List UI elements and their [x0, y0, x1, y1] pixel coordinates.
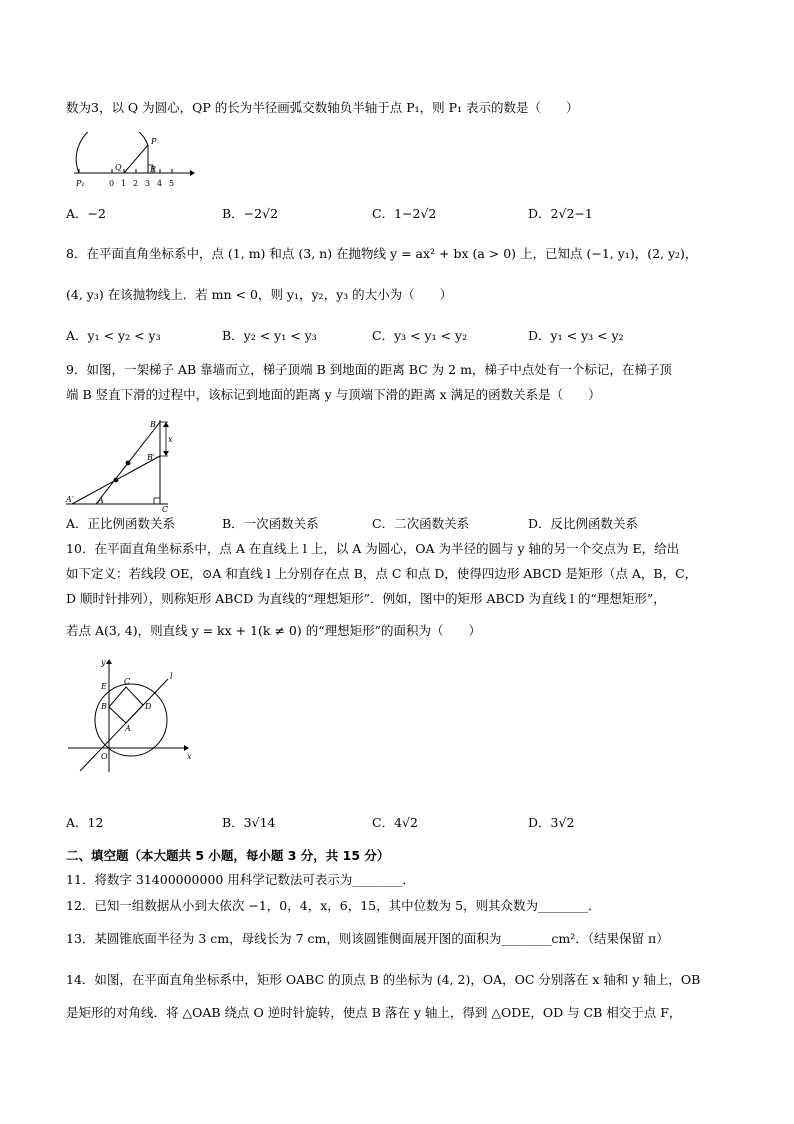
label-c: C	[124, 677, 131, 686]
q7-options	[66, 205, 706, 223]
option-b[interactable]: B．3√14	[222, 815, 276, 830]
option-d[interactable]: D．2√2−1	[528, 206, 593, 221]
label-p1: P₁	[76, 179, 85, 188]
label-c: C	[162, 505, 169, 514]
q9-options	[66, 515, 706, 533]
option-d[interactable]: D．3√2	[528, 815, 575, 830]
option-b[interactable]: B．一次函数关系	[222, 516, 319, 531]
q7-text: 数为3，以 Q 为圆心，QP 的长为半径画弧交数轴负半轴于点 P₁，则 P₁ 表示的数是（ ）	[66, 100, 579, 115]
q10-text-line4: 若点 A(3, 4)，则直线 y = kx + 1(k ≠ 0) 的“理想矩形”的面积为（ ）	[66, 623, 482, 638]
label-a-prime: A′	[66, 495, 74, 504]
tick-label: 0	[109, 179, 115, 188]
q11-text: 11．将数字 31400000000 用科学记数法可表示为________．	[66, 872, 415, 887]
q10-text-line1: 10．在平面直角坐标系中，点 A 在直线上 l 上，以 A 为圆心，OA 为半径的圆与 y 轴的另一个交点为 E，给出	[66, 541, 680, 556]
label-x: x	[168, 435, 173, 444]
q10-text-line3: D 顺时针排列），则称矩形 ABCD 为直线的“理想矩形”．例如，图中的矩形 ABCD 为直线 l 的“理想矩形”，	[66, 591, 666, 606]
option-b[interactable]: B．y₂ < y₁ < y₃	[222, 328, 317, 343]
q13-text: 13．某圆锥底面半径为 3 cm，母线长为 7 cm，则该圆锥侧面展开图的面积为________cm²．（结果保留 π）	[66, 931, 669, 946]
label-x: x	[187, 752, 192, 761]
q10-text-line2: 如下定义：若线段 OE，⊙A 和直线 l 上分别存在点 B，点 C 和点 D，使得四边形 ABCD 是矩形（点 A，B，C，	[66, 566, 698, 581]
q12-text: 12．已知一组数据从小到大依次 −1，0，4，x，6，15，其中位数为 5，则其众数为________．	[66, 898, 601, 913]
option-c[interactable]: C．1−2√2	[372, 206, 437, 221]
label-l: l	[170, 672, 173, 681]
option-a[interactable]: A．正比例函数关系	[66, 516, 176, 531]
q14-text-line2: 是矩形的对角线．将 △OAB 绕点 O 逆时针旋转，使点 B 落在 y 轴上，得到 △ODE，OD 与 CB 相交于点 F，	[66, 1005, 682, 1020]
option-c[interactable]: C．4√2	[372, 815, 418, 830]
tick-label: 5	[169, 179, 175, 188]
tick-label: 1	[121, 179, 127, 188]
tick-label: 3	[145, 179, 151, 188]
label-a: A	[125, 724, 131, 733]
option-c[interactable]: C．二次函数关系	[372, 516, 470, 531]
tick-label: 2	[133, 179, 139, 188]
label-o: O	[101, 752, 108, 761]
label-a: A	[98, 496, 104, 505]
q9-text-line2: 端 B 竖直下滑的过程中，该标记到地面的距离 y 与顶端下滑的距离 x 满足的函数关系是（ ）	[66, 387, 601, 402]
label-p: P	[151, 137, 157, 146]
q9-ladder-figure	[62, 412, 174, 514]
q14-text-line1: 14．如图，在平面直角坐标系中，矩形 OABC 的顶点 B 的坐标为 (4, 2)，OA，OC 分别落在 x 轴和 y 轴上，OB	[66, 972, 701, 987]
label-b: B	[150, 420, 156, 429]
option-c[interactable]: C．y₃ < y₁ < y₂	[372, 328, 468, 343]
option-a[interactable]: A．y₁ < y₂ < y₃	[66, 328, 161, 343]
q7-number-line-figure	[70, 132, 196, 192]
q9-text-line1: 9．如图，一架梯子 AB 靠墙而立，梯子顶端 B 到地面的距离 BC 为 2 m，梯子中点处有一个标记，在梯子顶	[66, 362, 672, 377]
option-d[interactable]: D．反比例函数关系	[528, 516, 639, 531]
label-d: D	[145, 702, 152, 711]
section-title: 二、填空题（本大题共 5 小题，每小题 3 分，共 15 分）	[66, 848, 390, 863]
label-r: R	[150, 165, 157, 174]
q8-text-line2: (4, y₃) 在该抛物线上．若 mn < 0，则 y₁，y₂，y₃ 的大小为（ ）	[66, 287, 453, 302]
label-q: Q	[115, 163, 122, 172]
tick-label: 4	[157, 179, 163, 188]
label-b-prime: B′	[147, 453, 155, 462]
q8-text-line1: 8．在平面直角坐标系中，点 (1, m) 和点 (3, n) 在抛物线 y = ax² + bx (a > 0) 上，已知点 (−1, y₁)，(2, y₂)，	[66, 246, 698, 261]
q10-coordinate-figure	[62, 655, 196, 775]
option-d[interactable]: D．y₁ < y₃ < y₂	[528, 328, 624, 343]
option-a[interactable]: A．12	[66, 815, 104, 830]
q10-options	[66, 814, 706, 832]
option-a[interactable]: A．−2	[66, 206, 106, 221]
q8-options	[66, 327, 706, 345]
label-e: E	[101, 682, 107, 691]
label-b: B	[101, 702, 107, 711]
label-y: y	[101, 658, 106, 667]
option-b[interactable]: B．−2√2	[222, 206, 279, 221]
